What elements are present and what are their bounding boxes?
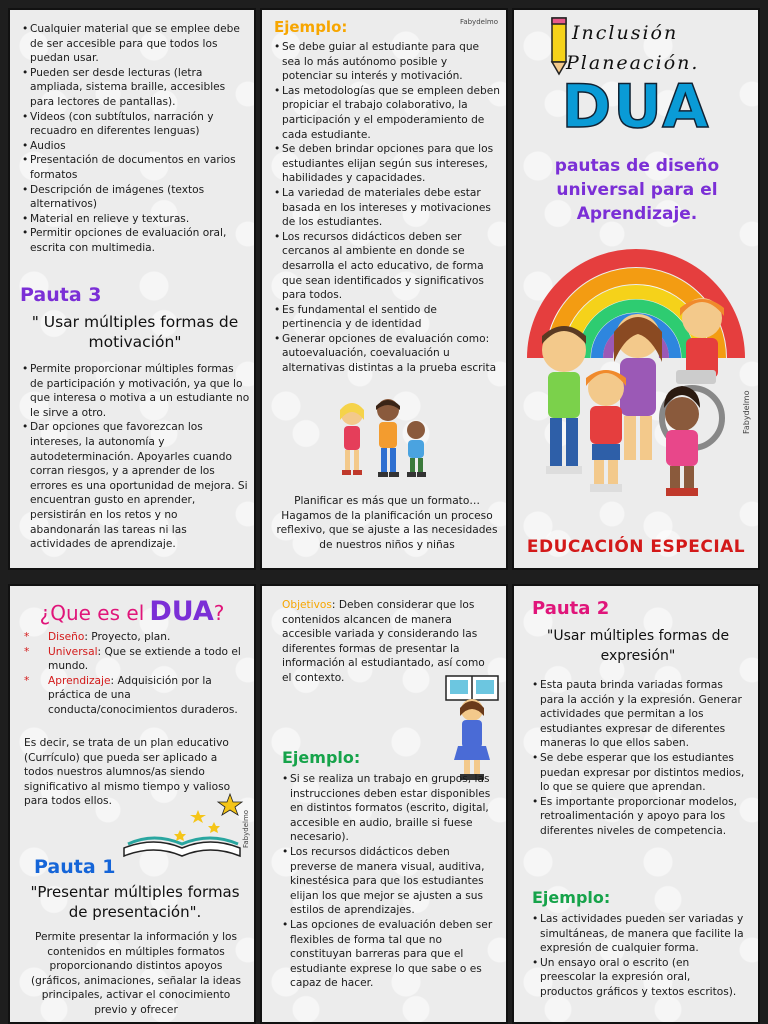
list-item: • Permitir opciones de evaluación oral, escrita con multimedia. bbox=[22, 226, 248, 255]
list-item: • La variedad de materiales debe estar basada en los intereses y motivaciones de los estudiantes. bbox=[274, 186, 500, 230]
definition-text: : Adquisición por la práctica de una conducta/conocimientos duraderos. bbox=[48, 674, 238, 716]
list-item: • Las actividades pueden ser variadas y simultáneas, de manera que facilite la expresión de cualquier forma. bbox=[532, 912, 746, 956]
definition-text: : Que se extiende a todo el mundo. bbox=[48, 645, 241, 673]
list-item: • Los recursos didácticos deben preverse de manera visual, auditiva, kinestésica para que los estudiantes elijan los que mejor se ajusten a sus estilos de aprendizajes. bbox=[282, 845, 494, 918]
closing-message: Planificar es más que un formato… Hagamos de la planificación un proceso reflexivo, que se ajuste a las necesidades de nuestros niños y niñas bbox=[276, 495, 498, 551]
cover-footer: EDUCACIÓN ESPECIAL bbox=[526, 537, 746, 557]
list-item: • Un ensayo oral o escrito (en preescolar la expresión oral, productos gráficos y textos escritos). bbox=[532, 956, 746, 1000]
definition-term: Diseño bbox=[48, 631, 85, 643]
pauta-1-text: Permite presentar la información y los contenidos en múltiples formatos proporcionando distintos apoyos (gráficos, animaciones, señalar la ideas principales, activar el conocimiento previo y ofrecer bbox=[30, 931, 242, 1016]
list-item: • Dar opciones que favorezcan los intereses, la autonomía y autodeterminación. Apoyarles cuando corran riesgos, y a aprender de los errores es una oportunidad de mejora. Si encuentran gusto en aprender, persistirán en los retos y no abandonarán las tareas ni las actividades de aprendizaje. bbox=[22, 420, 250, 551]
objetivos-label: Objetivos bbox=[282, 599, 332, 611]
cover-line-1: Inclusión bbox=[572, 22, 679, 44]
definition-item: * Aprendizaje: Adquisición por la práctica de una conducta/conocimientos duraderos. bbox=[24, 674, 238, 716]
pauta-3-list bbox=[22, 362, 250, 552]
list-item: • Generar opciones de evaluación como: autoevaluación, coevaluación u alternativas distintas a la prueba escrita bbox=[274, 332, 500, 376]
ejemplo-heading: Ejemplo: bbox=[274, 18, 348, 36]
ejemplo-list bbox=[282, 772, 494, 991]
dua-explanation: Es decir, se trata de un plan educativo (Currículo) que pueda ser aplicado a todos nuestros alumnos/as siendo significativo al mismo tiempo y valioso para todos ellos. bbox=[24, 737, 231, 808]
cover-dua-title: DUA bbox=[561, 72, 711, 142]
list-item: • Es importante proporcionar modelos, retroalimentación y apoyo para los diferentes niveles de competencia. bbox=[532, 795, 746, 839]
list-item: • Las opciones de evaluación deben ser flexibles de forma tal que no constituyan barreras para que el estudiante exprese lo que sabe o es capaz de hacer. bbox=[282, 918, 494, 991]
pauta-3-heading: Pauta 3 bbox=[20, 284, 102, 306]
pauta-2-quote: "Usar múltiples formas de expresión" bbox=[546, 628, 730, 664]
list-item: • Pueden ser desde lecturas (letra ampliada, sistema braille, accesibles para lectores de pantallas). bbox=[22, 66, 248, 110]
ejemplo-heading: Ejemplo: bbox=[532, 888, 611, 907]
panel-outside-left bbox=[8, 584, 256, 1024]
pauta-2-heading: Pauta 2 bbox=[532, 598, 610, 619]
list-item: • Esta pauta brinda variadas formas para la acción y la expresión. Generar actividades que permitan a los estudiantes expresar de diferentes maneras lo que ellos saben. bbox=[532, 678, 746, 751]
pauta-1-quote: "Presentar múltiples formas de presentación". bbox=[30, 883, 240, 921]
list-item: • Es fundamental el sentido de pertinencia y de identidad bbox=[274, 303, 500, 332]
heading-dua: DUA bbox=[149, 596, 214, 627]
definition-term: Universal bbox=[48, 645, 98, 658]
list-item: • Los recursos didácticos deben ser cercanos al ambiente en donde se desarrolla el acto educativo, de forma que sean identificados y significativos para todos. bbox=[274, 230, 500, 303]
book-stars-illustration bbox=[118, 786, 248, 866]
book-credit: Fabydelmo bbox=[242, 809, 250, 848]
list-item: • Videos (con subtítulos, narración y recuadro en diferentes lenguas) bbox=[22, 110, 248, 139]
list-item: • Las metodologías que se empleen deben propiciar el trabajo colaborativo, la participación y el empoderamiento de cada estudiante. bbox=[274, 84, 500, 142]
children-illustration bbox=[330, 396, 440, 492]
accessibility-list bbox=[22, 22, 248, 256]
definition-item: * Diseño: Proyecto, plan. bbox=[24, 631, 171, 643]
heading-prefix: ¿Que es el bbox=[39, 601, 145, 625]
cover-line-2: Planeación. bbox=[566, 52, 700, 74]
list-item: • Permite proporcionar múltiples formas de participación y motivación, ya que lo que interesa o motiva a un estudiante no le sirve a otro. bbox=[22, 362, 250, 420]
panel-inside-middle bbox=[260, 8, 508, 570]
heading-suffix: ? bbox=[213, 601, 225, 625]
cover-credit: Fabydelmo bbox=[742, 390, 751, 434]
panel-cover bbox=[512, 8, 760, 570]
que-es-dua-heading bbox=[10, 596, 254, 627]
list-item: • Material en relieve y texturas. bbox=[22, 212, 248, 227]
pauta-3-quote: " Usar múltiples formas de motivación" bbox=[31, 313, 239, 351]
rainbow-kids-illustration bbox=[520, 238, 752, 523]
definition-term: Aprendizaje bbox=[48, 674, 111, 687]
list-item: • Se deben brindar opciones para que los estudiantes elijan según sus intereses, habilidades y capacidades. bbox=[274, 142, 500, 186]
list-item: • Presentación de documentos en varios formatos bbox=[22, 153, 248, 182]
pauta-1-heading: Pauta 1 bbox=[34, 856, 116, 878]
author-credit: Fabydelmo bbox=[459, 18, 498, 26]
panel-inside-left bbox=[8, 8, 256, 570]
list-item: • Cualquier material que se emplee debe de ser accesible para que todos los puedan usar. bbox=[22, 22, 248, 66]
panel-outside-right bbox=[512, 584, 760, 1024]
list-item: • Audios bbox=[22, 139, 248, 154]
reading-girl-illustration bbox=[440, 672, 504, 784]
panel-outside-middle bbox=[260, 584, 508, 1024]
cover-subtitle: pautas de diseño universal para el Aprendizaje. bbox=[554, 156, 720, 224]
pauta-2-list bbox=[532, 678, 746, 839]
list-item: • Se debe guiar al estudiante para que sea lo más autónomo posible y potenciar su interés y motivación. bbox=[274, 40, 500, 84]
definition-item: * Universal: Que se extiende a todo el mundo. bbox=[24, 645, 241, 673]
definitions-list bbox=[24, 630, 250, 718]
list-item: • Si se realiza un trabajo en grupos, las instrucciones deben estar disponibles en distintos formatos (escrito, digital, accesible en audio, braille si fuese necesario). bbox=[282, 772, 494, 845]
ejemplo-heading: Ejemplo: bbox=[282, 748, 361, 767]
objetivos-text: : Deben considerar que los contenidos alcancen de manera accesible variada y considerando las diferentes formas de presentar la información al estudiantado, así como el contexto. bbox=[282, 599, 485, 684]
definition-text: : Proyecto, plan. bbox=[84, 631, 171, 643]
ejemplo-list bbox=[532, 912, 746, 1000]
list-item: • Se debe esperar que los estudiantes puedan expresar por distintos medios, lo que se quiere que aprendan. bbox=[532, 751, 746, 795]
list-item: • Descripción de imágenes (textos alternativos) bbox=[22, 183, 248, 212]
ejemplo-list bbox=[274, 40, 500, 376]
